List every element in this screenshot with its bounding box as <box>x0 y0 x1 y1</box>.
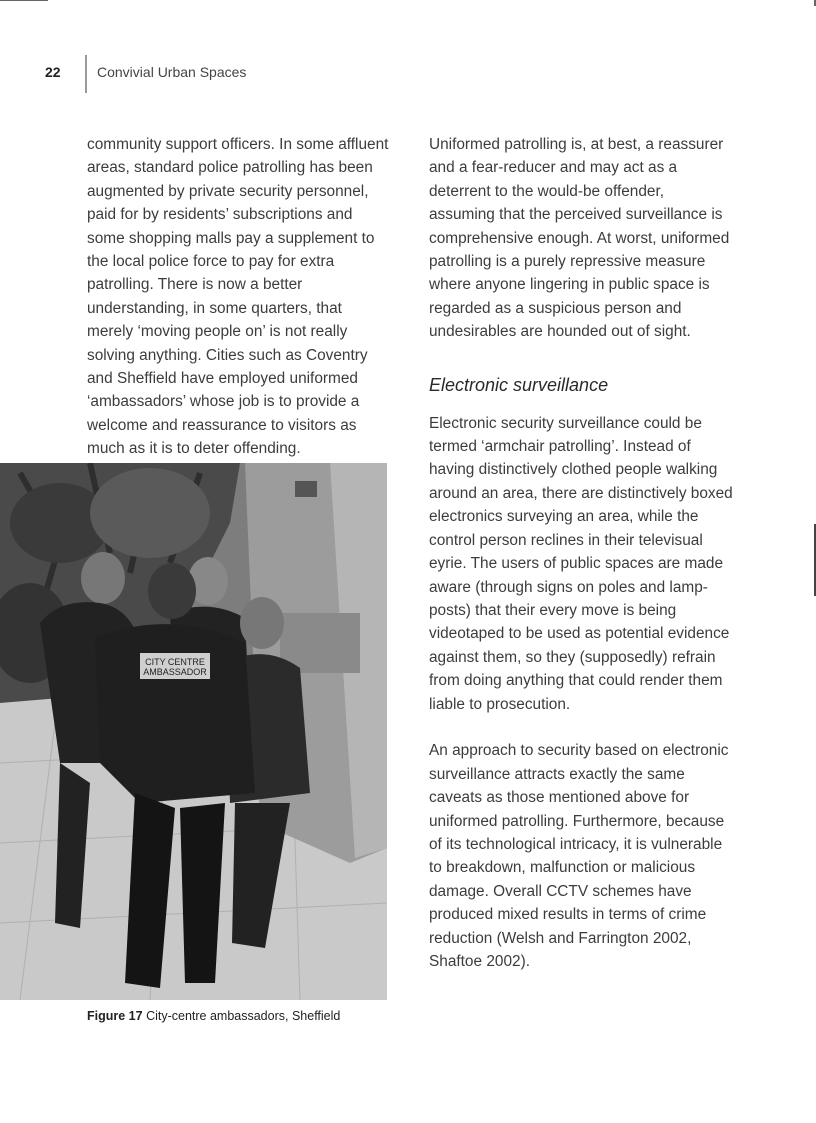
body-paragraph: Electronic security surveillance could be termed ‘armchair patrolling’. Instead of having distinctively clothed people walking around an area, there are distinctively boxed electronics surveying an area, while the control person reclines in their televisual eyrie. The users of public spaces are made aware (through signs on poles and lamp-posts) that their every move is being videotaped to be used as potential evidence against them, so they (supposedly) refrain from doing anything that could render them liable to prosecution. <box>429 414 733 713</box>
left-column <box>87 133 392 461</box>
figure-caption-text: City-centre ambassadors, Sheffield <box>146 1009 341 1023</box>
left-paragraph: community support officers. In some affluent areas, standard police patrolling has been augmented by private security personnel, paid for by residents’ subscriptions and some shopping malls pay a supplement to the local police force to pay for extra patrolling. There is now a better understanding, in some quarters, that merely ‘moving people on’ is not really solving anything. Cities such as Coventry and Sheffield have employed uniformed ‘ambassadors’ whose job is to provide a welcome and reassurance to visitors as much as it is to deter offending. <box>87 136 389 458</box>
jacket-text-line1: CITY CENTRE <box>145 657 205 667</box>
body-paragraph: An approach to security based on electronic surveillance attracts exactly the same caveats as those mentioned above for uniformed patrolling. Furthermore, because of its technological intricacy, it is vulnerable to breakdown, malfunction or malicious damage. Overall CCTV schemes have produced mixed results in terms of crime reduction (Welsh and Farrington 2002, Shaftoe 2002). <box>429 742 729 970</box>
figure-caption <box>87 1009 340 1023</box>
header-divider <box>85 55 87 93</box>
paragraph-spacer <box>429 716 734 739</box>
page-number: 22 <box>45 64 61 80</box>
jacket-text-line2: AMBASSADOR <box>143 667 207 677</box>
intro-paragraph: Uniformed patrolling is, at best, a reassurer and a fear-reducer and may act as a deterrent to the would-be offender, assuming that the perceived surveillance is comprehensive enough. At worst, uniformed patrolling is a purely repressive measure where anyone lingering in public space is regarded as a suspicious person and undesirables are hounded out of sight. <box>429 136 730 341</box>
figure-label: Figure 17 <box>87 1009 143 1023</box>
section-heading: Electronic surveillance <box>429 374 609 395</box>
running-title: Convivial Urban Spaces <box>97 64 247 80</box>
figure-photo <box>0 463 387 1000</box>
right-column <box>429 133 734 973</box>
crop-mark-top <box>0 0 48 1</box>
